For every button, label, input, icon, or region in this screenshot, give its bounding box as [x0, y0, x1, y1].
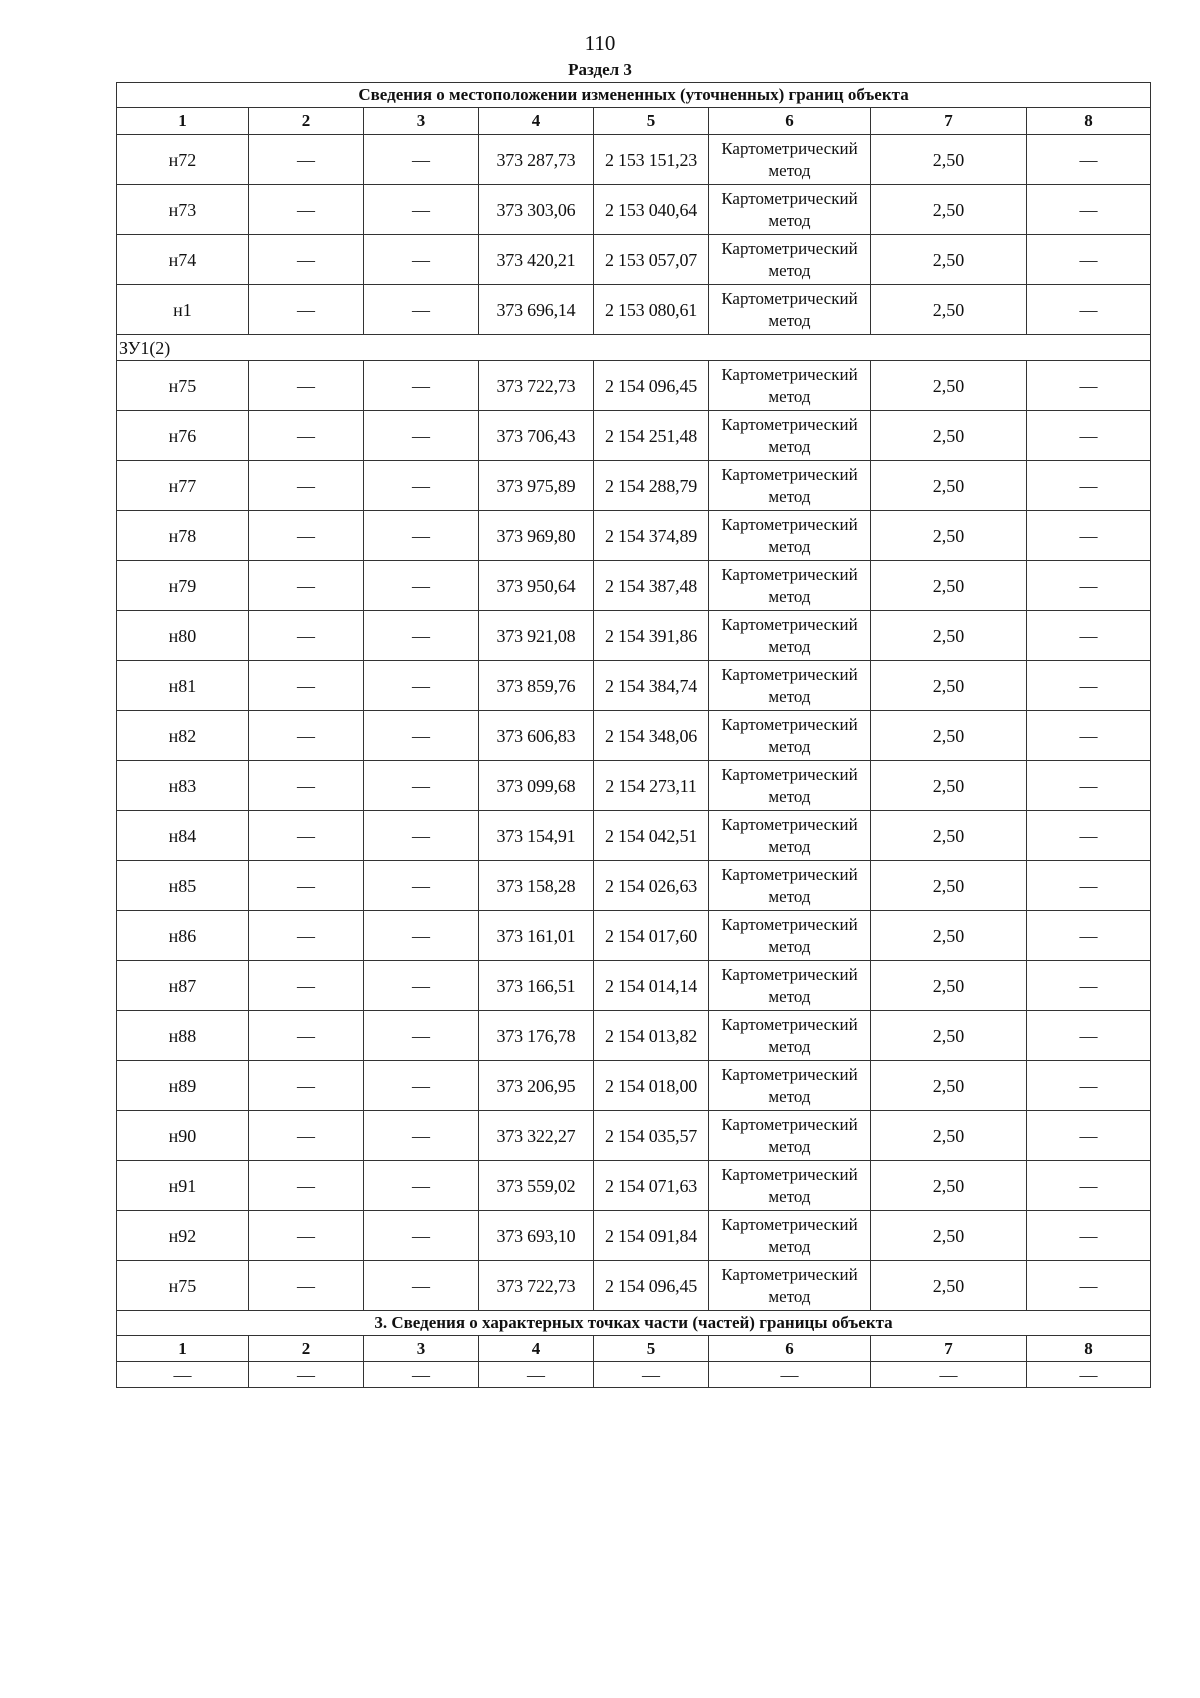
- y-coordinate-cell: 2 154 391,86: [594, 611, 709, 661]
- x-coordinate-cell: 373 859,76: [479, 661, 594, 711]
- accuracy-cell: 2,50: [871, 135, 1027, 185]
- accuracy-cell: 2,50: [871, 1261, 1027, 1311]
- x-coordinate-cell: 373 154,91: [479, 811, 594, 861]
- column-header: 2: [249, 108, 364, 135]
- method-cell: Картометрический метод: [709, 285, 871, 335]
- point-cell: н84: [117, 811, 249, 861]
- accuracy-cell: 2,50: [871, 561, 1027, 611]
- dash-cell: —: [1027, 711, 1151, 761]
- dash-cell: —: [364, 1211, 479, 1261]
- point-cell: н91: [117, 1161, 249, 1211]
- y-coordinate-cell: 2 154 348,06: [594, 711, 709, 761]
- accuracy-cell: 2,50: [871, 235, 1027, 285]
- dash-cell: —: [364, 235, 479, 285]
- table-row: [117, 1211, 1151, 1261]
- dash-cell: —: [364, 561, 479, 611]
- point-cell: н88: [117, 1011, 249, 1061]
- dash-cell: —: [249, 135, 364, 185]
- dash-cell: —: [364, 961, 479, 1011]
- column-header: 6: [709, 108, 871, 135]
- dash-cell: —: [1027, 1011, 1151, 1061]
- dash-cell: —: [249, 711, 364, 761]
- table-row: [117, 461, 1151, 511]
- y-coordinate-cell: 2 154 071,63: [594, 1161, 709, 1211]
- y-coordinate-cell: 2 154 288,79: [594, 461, 709, 511]
- x-coordinate-cell: 373 975,89: [479, 461, 594, 511]
- accuracy-cell: 2,50: [871, 611, 1027, 661]
- dash-cell: —: [1027, 361, 1151, 411]
- point-cell: н1: [117, 285, 249, 335]
- x-coordinate-cell: 373 606,83: [479, 711, 594, 761]
- method-cell: Картометрический метод: [709, 1211, 871, 1261]
- dash-cell: —: [1027, 1362, 1151, 1388]
- column-header: 1: [117, 1336, 249, 1362]
- point-cell: н83: [117, 761, 249, 811]
- table-caption: Сведения о местоположении измененных (уточненных) границ объекта: [117, 83, 1151, 108]
- dash-cell: —: [1027, 135, 1151, 185]
- accuracy-cell: 2,50: [871, 361, 1027, 411]
- dash-cell: —: [1027, 661, 1151, 711]
- y-coordinate-cell: 2 154 014,14: [594, 961, 709, 1011]
- accuracy-cell: 2,50: [871, 1011, 1027, 1061]
- dash-cell: —: [364, 611, 479, 661]
- point-cell: н72: [117, 135, 249, 185]
- point-cell: н81: [117, 661, 249, 711]
- table-row: [117, 285, 1151, 335]
- method-cell: Картометрический метод: [709, 1011, 871, 1061]
- accuracy-cell: 2,50: [871, 961, 1027, 1011]
- point-cell: н75: [117, 1261, 249, 1311]
- accuracy-cell: 2,50: [871, 661, 1027, 711]
- x-coordinate-cell: 373 722,73: [479, 361, 594, 411]
- table-row: [117, 961, 1151, 1011]
- y-coordinate-cell: 2 154 273,11: [594, 761, 709, 811]
- dash-cell: —: [364, 811, 479, 861]
- method-cell: Картометрический метод: [709, 1161, 871, 1211]
- x-coordinate-cell: 373 161,01: [479, 911, 594, 961]
- table-row: [117, 1161, 1151, 1211]
- accuracy-cell: 2,50: [871, 461, 1027, 511]
- dash-cell: —: [1027, 285, 1151, 335]
- table-row: [117, 235, 1151, 285]
- table-row: [117, 761, 1151, 811]
- dash-cell: —: [479, 1362, 594, 1388]
- x-coordinate-cell: 373 166,51: [479, 961, 594, 1011]
- dash-cell: —: [1027, 1261, 1151, 1311]
- x-coordinate-cell: 373 176,78: [479, 1011, 594, 1061]
- dash-cell: —: [249, 911, 364, 961]
- subsection-caption: 3. Сведения о характерных точках части (частей) границы объекта: [117, 1311, 1151, 1336]
- x-coordinate-cell: 373 921,08: [479, 611, 594, 661]
- dash-cell: —: [249, 1261, 364, 1311]
- dash-cell: —: [594, 1362, 709, 1388]
- dash-cell: —: [1027, 185, 1151, 235]
- table-row: [117, 711, 1151, 761]
- dash-cell: —: [249, 861, 364, 911]
- y-coordinate-cell: 2 154 096,45: [594, 361, 709, 411]
- x-coordinate-cell: 373 559,02: [479, 1161, 594, 1211]
- y-coordinate-cell: 2 154 374,89: [594, 511, 709, 561]
- dash-cell: —: [1027, 511, 1151, 561]
- dash-cell: —: [249, 1061, 364, 1111]
- method-cell: Картометрический метод: [709, 411, 871, 461]
- method-cell: Картометрический метод: [709, 861, 871, 911]
- x-coordinate-cell: 373 969,80: [479, 511, 594, 561]
- accuracy-cell: 2,50: [871, 285, 1027, 335]
- dash-cell: —: [364, 361, 479, 411]
- column-header: 7: [871, 1336, 1027, 1362]
- y-coordinate-cell: 2 154 026,63: [594, 861, 709, 911]
- table-row: [117, 1111, 1151, 1161]
- dash-cell: —: [249, 411, 364, 461]
- point-cell: н82: [117, 711, 249, 761]
- y-coordinate-cell: 2 153 151,23: [594, 135, 709, 185]
- dash-cell: —: [364, 135, 479, 185]
- y-coordinate-cell: 2 154 387,48: [594, 561, 709, 611]
- dash-cell: —: [249, 1111, 364, 1161]
- dash-cell: —: [249, 361, 364, 411]
- point-cell: н75: [117, 361, 249, 411]
- accuracy-cell: 2,50: [871, 1161, 1027, 1211]
- y-coordinate-cell: 2 153 080,61: [594, 285, 709, 335]
- subsection-header-row: [117, 1336, 1151, 1362]
- point-cell: н87: [117, 961, 249, 1011]
- point-cell: н80: [117, 611, 249, 661]
- dash-cell: —: [364, 285, 479, 335]
- dash-cell: —: [871, 1362, 1027, 1388]
- point-cell: н90: [117, 1111, 249, 1161]
- dash-cell: —: [1027, 1061, 1151, 1111]
- dash-cell: —: [364, 1111, 479, 1161]
- dash-cell: —: [364, 1261, 479, 1311]
- column-header: 8: [1027, 108, 1151, 135]
- dash-cell: —: [249, 285, 364, 335]
- x-coordinate-cell: 373 693,10: [479, 1211, 594, 1261]
- point-cell: н92: [117, 1211, 249, 1261]
- dash-cell: —: [364, 185, 479, 235]
- column-header: 2: [249, 1336, 364, 1362]
- accuracy-cell: 2,50: [871, 511, 1027, 561]
- accuracy-cell: 2,50: [871, 185, 1027, 235]
- dash-cell: —: [249, 1362, 364, 1388]
- method-cell: Картометрический метод: [709, 911, 871, 961]
- dash-cell: —: [117, 1362, 249, 1388]
- dash-cell: —: [364, 1061, 479, 1111]
- y-coordinate-cell: 2 154 096,45: [594, 1261, 709, 1311]
- y-coordinate-cell: 2 153 040,64: [594, 185, 709, 235]
- dash-cell: —: [364, 711, 479, 761]
- method-cell: Картометрический метод: [709, 461, 871, 511]
- y-coordinate-cell: 2 154 018,00: [594, 1061, 709, 1111]
- boundary-table: [116, 82, 1151, 1388]
- accuracy-cell: 2,50: [871, 711, 1027, 761]
- y-coordinate-cell: 2 154 017,60: [594, 911, 709, 961]
- dash-cell: —: [1027, 761, 1151, 811]
- dash-cell: —: [249, 811, 364, 861]
- table-row: [117, 361, 1151, 411]
- table-row: [117, 135, 1151, 185]
- dash-cell: —: [364, 411, 479, 461]
- y-coordinate-cell: 2 154 013,82: [594, 1011, 709, 1061]
- dash-cell: —: [249, 761, 364, 811]
- dash-cell: —: [1027, 861, 1151, 911]
- column-header: 3: [364, 108, 479, 135]
- dash-cell: —: [1027, 1111, 1151, 1161]
- method-cell: Картометрический метод: [709, 361, 871, 411]
- dash-cell: —: [364, 661, 479, 711]
- table-row: [117, 561, 1151, 611]
- accuracy-cell: 2,50: [871, 811, 1027, 861]
- dash-cell: —: [249, 611, 364, 661]
- column-header: 5: [594, 108, 709, 135]
- method-cell: Картометрический метод: [709, 811, 871, 861]
- dash-cell: —: [249, 1161, 364, 1211]
- y-coordinate-cell: 2 154 091,84: [594, 1211, 709, 1261]
- dash-cell: —: [249, 1211, 364, 1261]
- table-row: [117, 185, 1151, 235]
- dash-cell: —: [249, 961, 364, 1011]
- method-cell: Картометрический метод: [709, 185, 871, 235]
- point-cell: н76: [117, 411, 249, 461]
- table-row: [117, 1362, 1151, 1388]
- x-coordinate-cell: 373 287,73: [479, 135, 594, 185]
- dash-cell: —: [1027, 811, 1151, 861]
- column-header: 7: [871, 108, 1027, 135]
- column-header-row: [117, 108, 1151, 135]
- dash-cell: —: [364, 861, 479, 911]
- method-cell: Картометрический метод: [709, 1061, 871, 1111]
- dash-cell: —: [249, 185, 364, 235]
- dash-cell: —: [364, 461, 479, 511]
- dash-cell: —: [364, 761, 479, 811]
- point-cell: н85: [117, 861, 249, 911]
- column-header: 6: [709, 1336, 871, 1362]
- dash-cell: —: [249, 461, 364, 511]
- point-cell: н89: [117, 1061, 249, 1111]
- dash-cell: —: [1027, 611, 1151, 661]
- method-cell: Картометрический метод: [709, 561, 871, 611]
- method-cell: Картометрический метод: [709, 1261, 871, 1311]
- dash-cell: —: [1027, 235, 1151, 285]
- dash-cell: —: [249, 561, 364, 611]
- dash-cell: —: [364, 1161, 479, 1211]
- method-cell: Картометрический метод: [709, 235, 871, 285]
- x-coordinate-cell: 373 099,68: [479, 761, 594, 811]
- point-cell: н77: [117, 461, 249, 511]
- point-cell: н78: [117, 511, 249, 561]
- table-row: [117, 861, 1151, 911]
- accuracy-cell: 2,50: [871, 1111, 1027, 1161]
- table-row: [117, 1261, 1151, 1311]
- method-cell: Картометрический метод: [709, 661, 871, 711]
- table-row: [117, 1011, 1151, 1061]
- y-coordinate-cell: 2 154 042,51: [594, 811, 709, 861]
- point-cell: н86: [117, 911, 249, 961]
- x-coordinate-cell: 373 722,73: [479, 1261, 594, 1311]
- method-cell: Картометрический метод: [709, 511, 871, 561]
- page-number: 110: [584, 31, 616, 55]
- x-coordinate-cell: 373 696,14: [479, 285, 594, 335]
- table-row: [117, 611, 1151, 661]
- dash-cell: —: [1027, 411, 1151, 461]
- table-row: [117, 411, 1151, 461]
- column-header: 8: [1027, 1336, 1151, 1362]
- dash-cell: —: [709, 1362, 871, 1388]
- table-row: [117, 1061, 1151, 1111]
- point-cell: н79: [117, 561, 249, 611]
- table-row: [117, 511, 1151, 561]
- dash-cell: —: [364, 911, 479, 961]
- dash-cell: —: [364, 1011, 479, 1061]
- method-cell: Картометрический метод: [709, 611, 871, 661]
- accuracy-cell: 2,50: [871, 1061, 1027, 1111]
- x-coordinate-cell: 373 303,06: [479, 185, 594, 235]
- y-coordinate-cell: 2 154 251,48: [594, 411, 709, 461]
- dash-cell: —: [249, 511, 364, 561]
- method-cell: Картометрический метод: [709, 135, 871, 185]
- table-row: [117, 811, 1151, 861]
- table-row: [117, 911, 1151, 961]
- dash-cell: —: [1027, 561, 1151, 611]
- group-row: [117, 335, 1151, 361]
- accuracy-cell: 2,50: [871, 761, 1027, 811]
- section-title: Раздел 3: [568, 60, 632, 79]
- x-coordinate-cell: 373 206,95: [479, 1061, 594, 1111]
- accuracy-cell: 2,50: [871, 1211, 1027, 1261]
- point-cell: н73: [117, 185, 249, 235]
- column-header: 5: [594, 1336, 709, 1362]
- y-coordinate-cell: 2 154 035,57: [594, 1111, 709, 1161]
- dash-cell: —: [1027, 911, 1151, 961]
- dash-cell: —: [364, 1362, 479, 1388]
- x-coordinate-cell: 373 950,64: [479, 561, 594, 611]
- accuracy-cell: 2,50: [871, 861, 1027, 911]
- table-row: [117, 661, 1151, 711]
- dash-cell: —: [249, 661, 364, 711]
- y-coordinate-cell: 2 153 057,07: [594, 235, 709, 285]
- dash-cell: —: [249, 1011, 364, 1061]
- x-coordinate-cell: 373 158,28: [479, 861, 594, 911]
- y-coordinate-cell: 2 154 384,74: [594, 661, 709, 711]
- column-header: 1: [117, 108, 249, 135]
- accuracy-cell: 2,50: [871, 411, 1027, 461]
- method-cell: Картометрический метод: [709, 961, 871, 1011]
- column-header: 4: [479, 1336, 594, 1362]
- x-coordinate-cell: 373 706,43: [479, 411, 594, 461]
- dash-cell: —: [364, 511, 479, 561]
- x-coordinate-cell: 373 420,21: [479, 235, 594, 285]
- dash-cell: —: [1027, 961, 1151, 1011]
- dash-cell: —: [249, 235, 364, 285]
- method-cell: Картометрический метод: [709, 711, 871, 761]
- dash-cell: —: [1027, 1211, 1151, 1261]
- column-header: 4: [479, 108, 594, 135]
- accuracy-cell: 2,50: [871, 911, 1027, 961]
- point-cell: н74: [117, 235, 249, 285]
- dash-cell: —: [1027, 1161, 1151, 1211]
- dash-cell: —: [1027, 461, 1151, 511]
- method-cell: Картометрический метод: [709, 1111, 871, 1161]
- x-coordinate-cell: 373 322,27: [479, 1111, 594, 1161]
- group-label: ЗУ1(2): [117, 335, 1151, 361]
- method-cell: Картометрический метод: [709, 761, 871, 811]
- column-header: 3: [364, 1336, 479, 1362]
